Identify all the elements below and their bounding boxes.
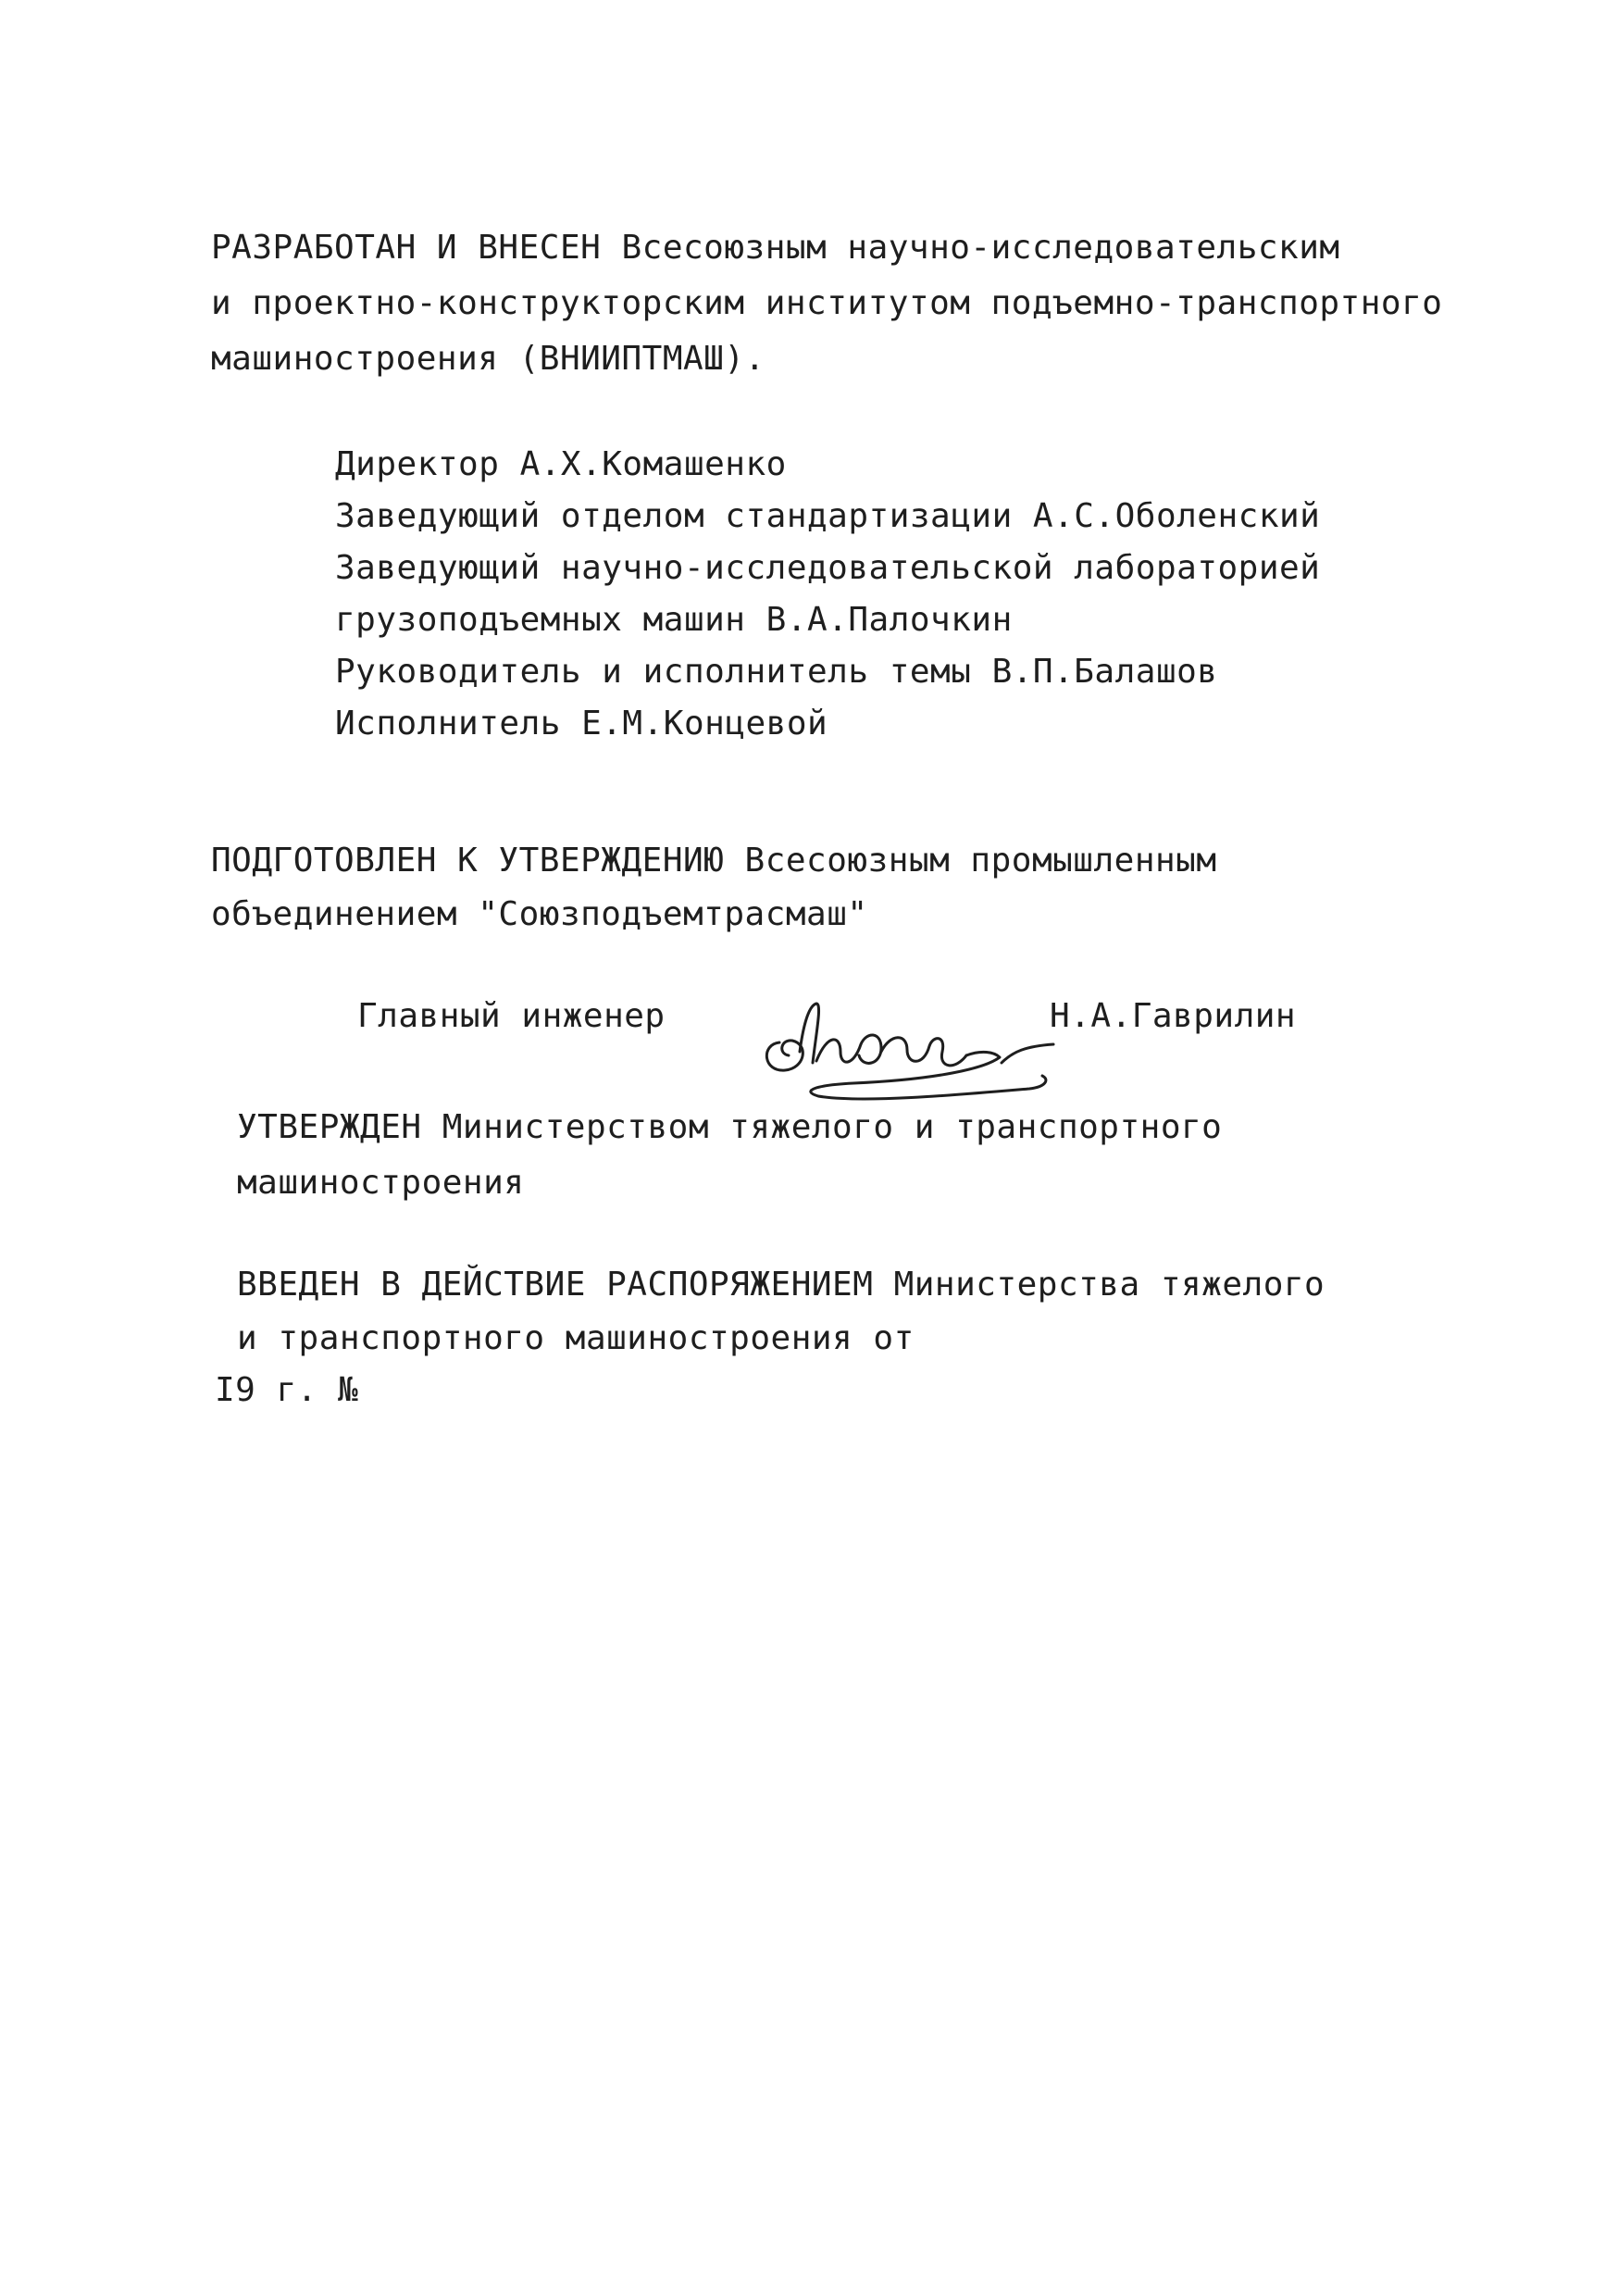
- chief-engineer-title: Главный инженер: [357, 997, 666, 1035]
- staff-head-laboratory: Заведующий научно-исследовательской лабораторией: [335, 549, 1321, 587]
- staff-topic-lead: Руководитель и исполнитель темы В.П.Балашов: [335, 653, 1218, 691]
- prepared-line-1: ПОДГОТОВЛЕН К УТВЕРЖДЕНИЮ Всесоюзным промышленным: [211, 842, 1217, 880]
- developed-line-2: и проектно-конструкторским институтом подъемно-транспортного: [211, 284, 1443, 322]
- approved-line-2: машиностроения: [237, 1164, 525, 1202]
- staff-director: Директор А.Х.Комашенко: [335, 445, 787, 483]
- developed-line-1: РАЗРАБОТАН И ВНЕСЕН Всесоюзным научно-исследовательским: [211, 229, 1340, 267]
- enacted-line-2: и транспортного машиностроения от: [237, 1319, 915, 1357]
- staff-lifting-machines: грузоподъемных машин В.А.Палочкин: [335, 601, 1013, 639]
- signature-handwritten: [752, 987, 1057, 1107]
- staff-head-standardization: Заведующий отделом стандартизации А.С.Оболенский: [335, 497, 1321, 535]
- approved-line-1: УТВЕРЖДЕН Министерством тяжелого и транспортного: [237, 1108, 1223, 1146]
- prepared-line-2: объединением "Союзподъемтрасмаш": [211, 895, 868, 933]
- enacted-date-line: I9 г. №: [215, 1371, 359, 1409]
- developed-line-3: машиностроения (ВНИИПТМАШ).: [211, 340, 765, 378]
- staff-executor: Исполнитель Е.М.Концевой: [335, 705, 828, 742]
- chief-engineer-name: Н.А.Гаврилин: [1050, 997, 1297, 1035]
- enacted-line-1: ВВЕДЕН В ДЕЙСТВИЕ РАСПОРЯЖЕНИЕМ Министерства тяжелого: [237, 1266, 1326, 1304]
